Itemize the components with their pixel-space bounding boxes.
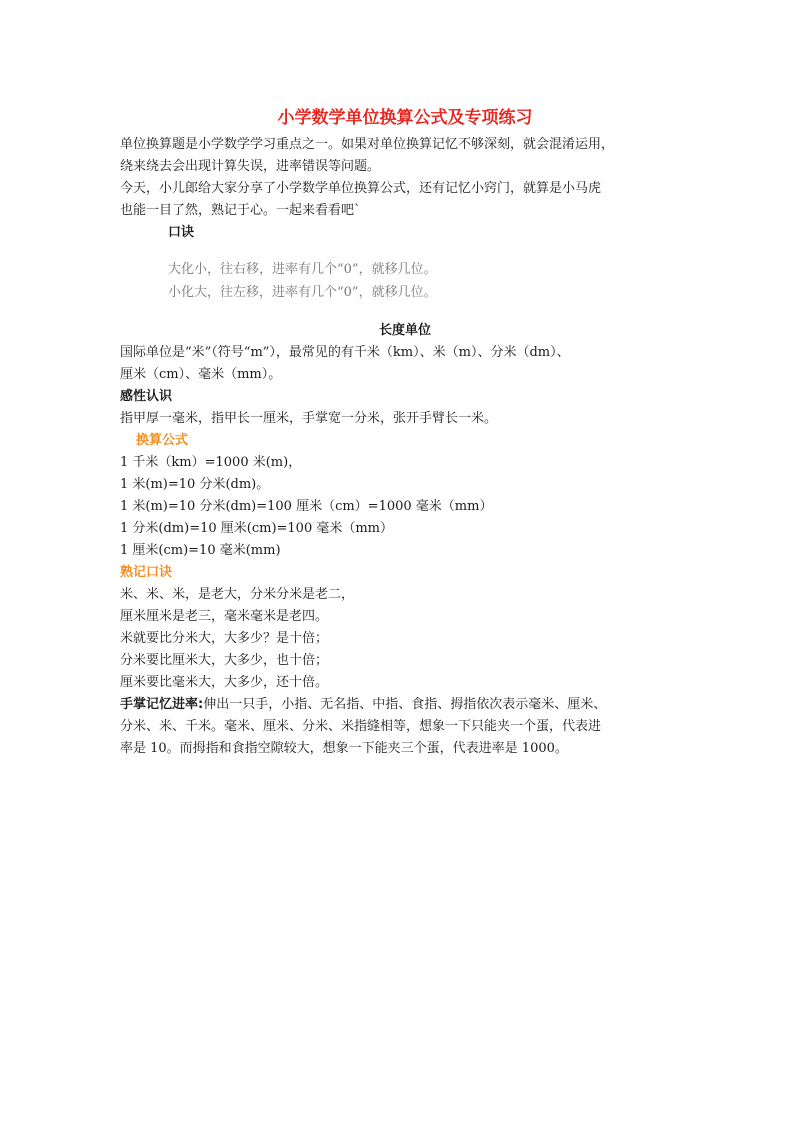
formula-line: 1 千米（km）=1000 米(m)，	[120, 455, 302, 470]
length-intro-line: 厘米（cm）、毫米（mm）。	[120, 367, 282, 382]
memo-line: 厘米厘米是老三，毫米毫米是老四。	[120, 609, 329, 624]
memo-line: 米就要比分米大，大多少？是十倍；	[120, 631, 329, 646]
document-title: 小学数学单位换算公式及专项练习	[277, 108, 533, 128]
spacer	[120, 304, 690, 320]
koujue-line: 大化小，往右移，进率有几个“0”，就移几位。	[168, 262, 437, 277]
palm-memory-text: 伸出一只手，小指、无名指、中指、食指、拇指依次表示毫米、厘米、	[203, 697, 607, 712]
koujue-heading: 口诀	[168, 225, 195, 240]
intro-line: 单位换算题是小学数学学习重点之一。如果对单位换算记忆不够深刻，就会混淆运用，	[120, 137, 615, 152]
palm-memory-line: 分米、米、千米。毫米、厘米、分米、米指缝相等，想象一下只能夹一个蛋，代表进	[120, 719, 602, 734]
intro-line: 也能一目了然，熟记于心。一起来看看吧`	[120, 203, 361, 218]
palm-memory-line	[120, 694, 690, 716]
perception-text: 指甲厚一毫米，指甲长一厘米，手掌宽一分米，张开手臂长一米。	[120, 411, 498, 426]
intro-paragraph	[120, 134, 690, 222]
koujue-line: 小化大，往左移，进率有几个“0”，就移几位。	[168, 285, 437, 300]
memo-heading: 熟记口诀	[120, 565, 173, 580]
spacer	[120, 244, 690, 258]
length-intro-line: 国际单位是“米”（符号“m”），最常见的有千米（km）、米（m）、分米（dm）、	[120, 345, 570, 360]
length-unit-heading: 长度单位	[378, 323, 431, 338]
formula-line: 1 米(m)=10 分米(dm)=100 厘米（cm）=1000 毫米（mm）	[120, 499, 493, 514]
palm-memory-line: 率是 10。而拇指和食指空隙较大，想象一下能夹三个蛋，代表进率是 1000。	[120, 741, 568, 756]
formula-line: 1 厘米(cm)=10 毫米(mm)	[120, 543, 281, 558]
memo-line: 厘米要比毫米大，大多少，还十倍。	[120, 675, 329, 690]
perception-heading: 感性认识	[120, 389, 173, 404]
palm-memory-label: 手掌记忆进率:	[120, 697, 204, 712]
formula-heading: 换算公式	[136, 433, 189, 448]
memo-line: 米、米、米，是老大，分米分米是老二，	[120, 587, 355, 602]
memo-line: 分米要比厘米大，大多少，也十倍；	[120, 653, 329, 668]
formula-line: 1 米(m)=10 分米(dm)。	[120, 477, 270, 492]
intro-line: 今天，小儿郎给大家分享了小学数学单位换算公式，还有记忆小窍门，就算是小马虎	[120, 181, 602, 196]
formula-line: 1 分米(dm)=10 厘米(cm)=100 毫米（mm）	[120, 521, 394, 536]
intro-line: 绕来绕去会出现计算失误，进率错误等问题。	[120, 159, 381, 174]
document-page	[120, 104, 690, 760]
